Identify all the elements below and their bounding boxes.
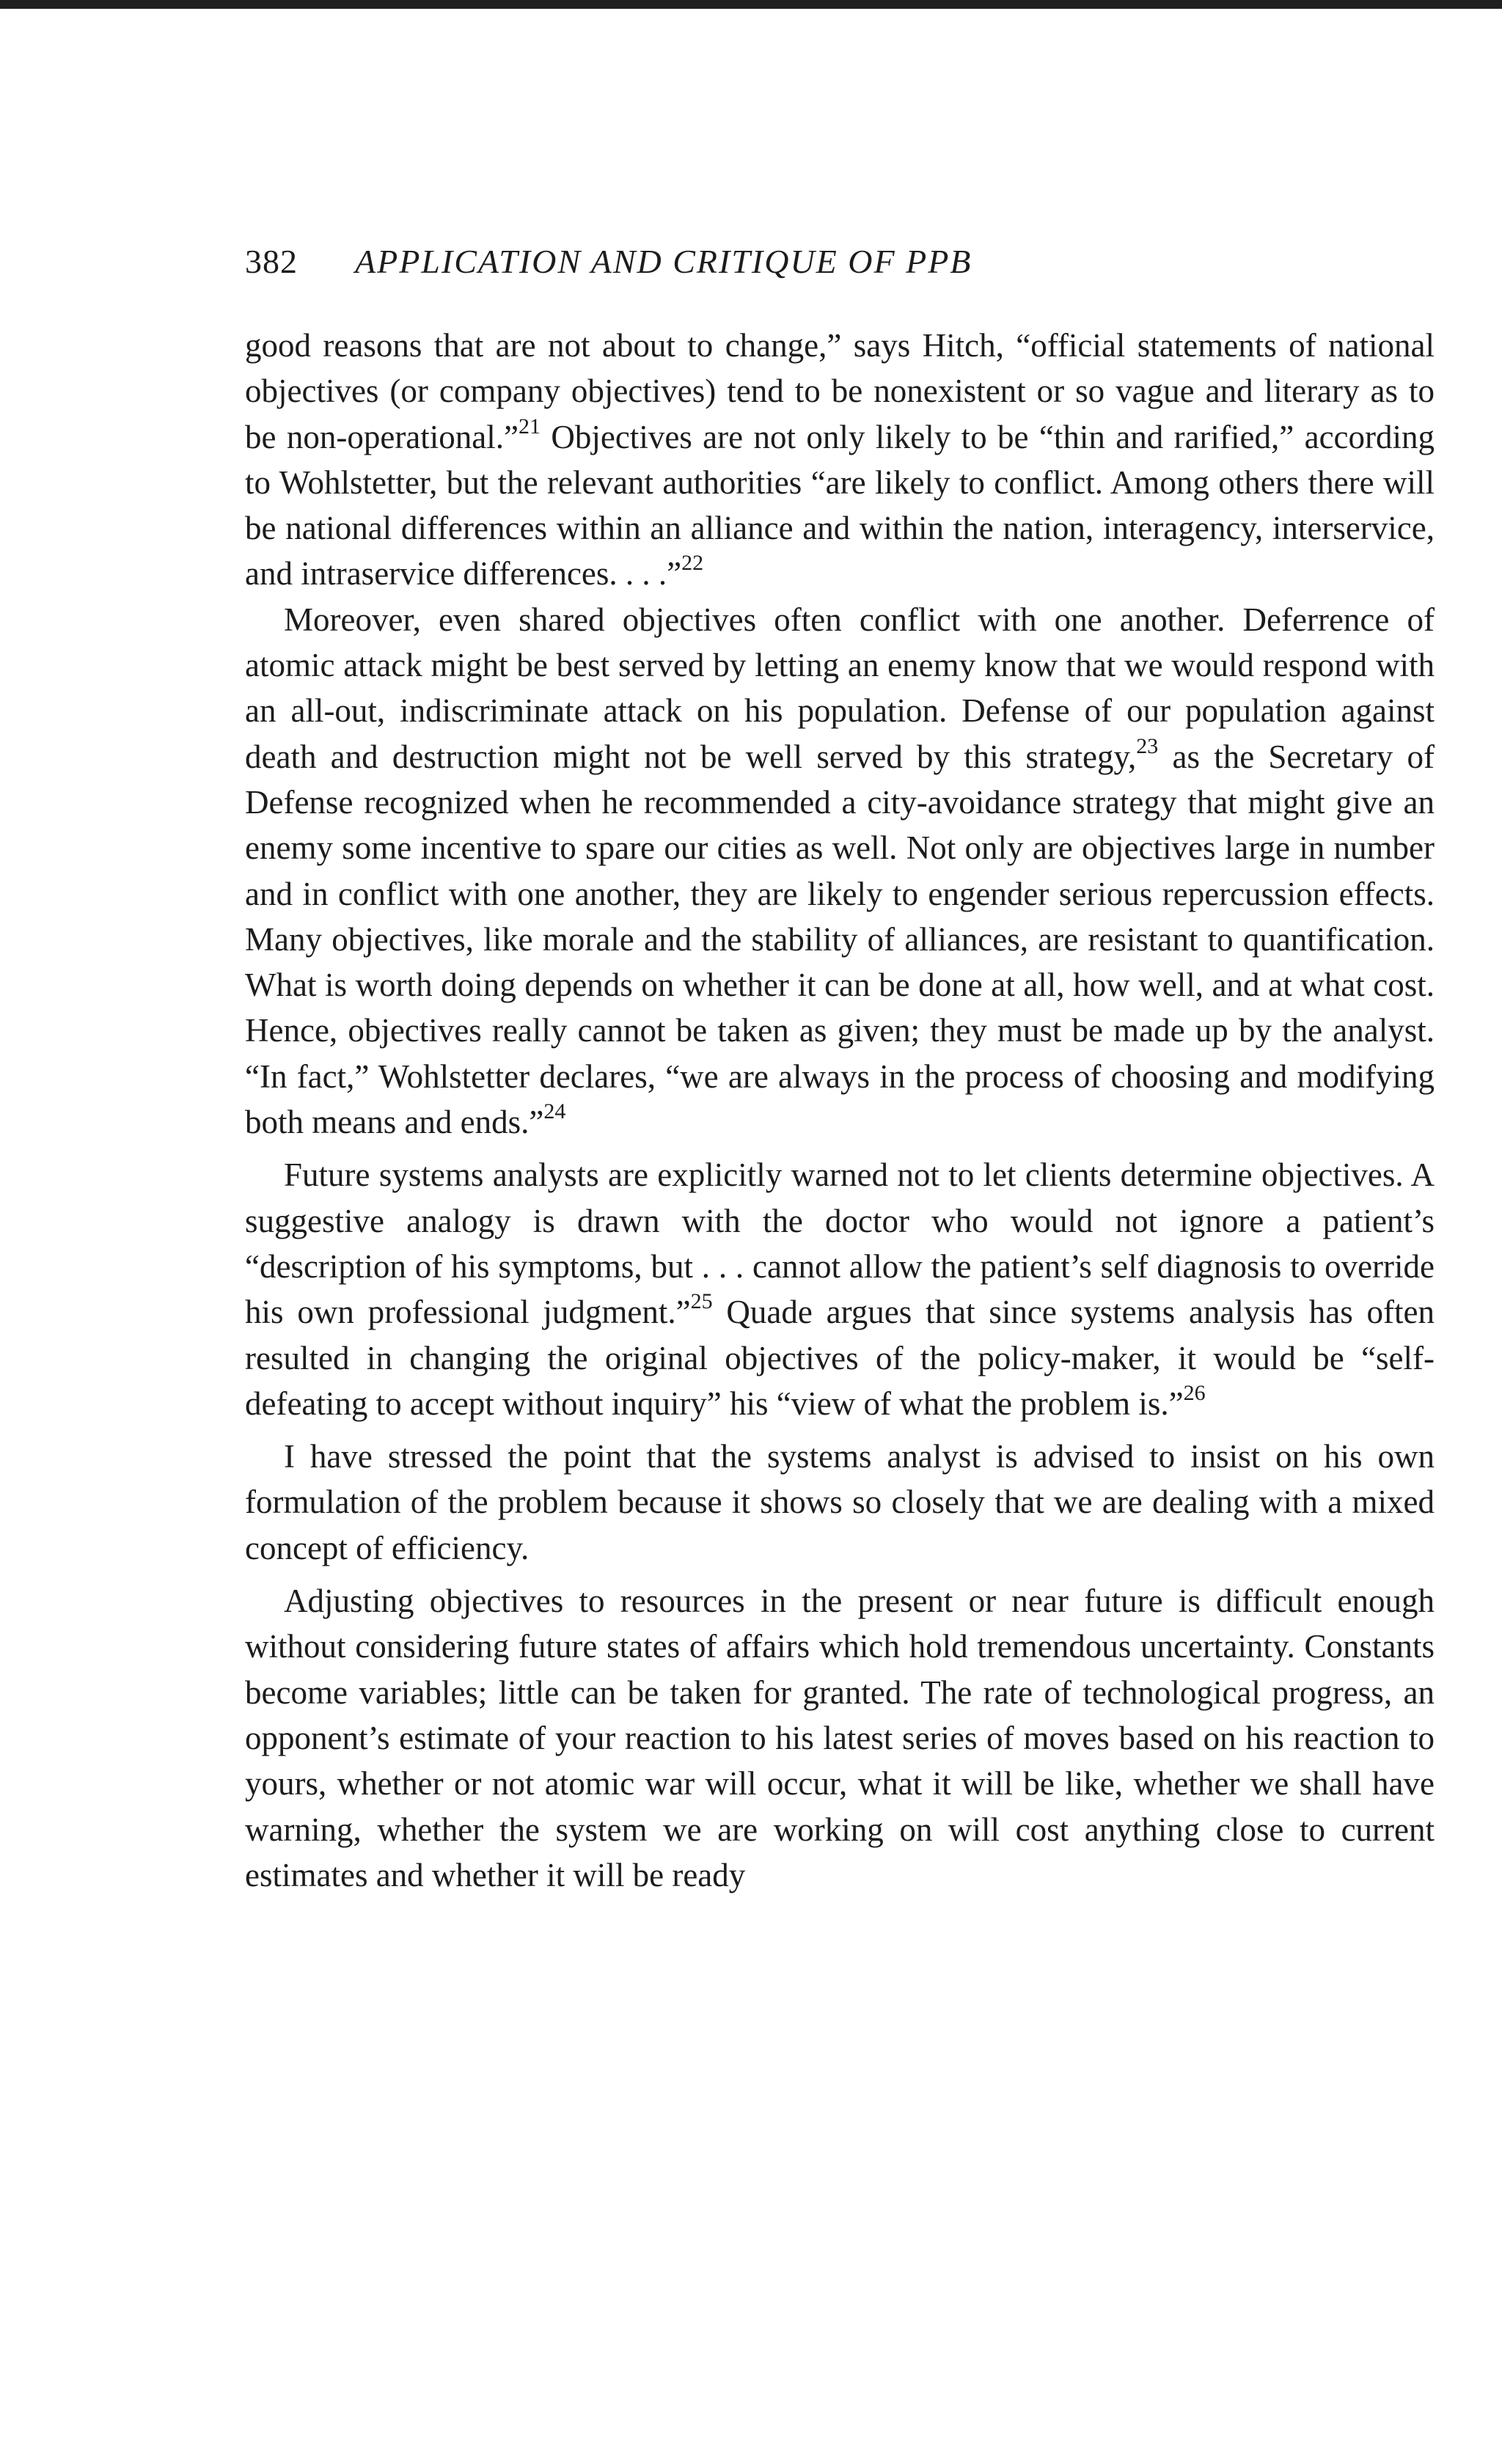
text-run: Future systems analysts are explicitly warned not to let clients determine objectives. A suggestive analogy is drawn with the doctor who would not ignore a patient’s “description of his symptoms, but . . . cannot allow the patient’s self diagnosis to override his own professional judgment.” (245, 1156, 1435, 1331)
text-run: as the Secretary of Defense recognized when he recommended a city-avoidance strategy that might give an enemy some incentive to spare our cities as well. Not only are objectives large in number and in conflict with one another, they are likely to engender serious repercussion effects. Many objectives, like morale and the stability of alliances, are resistant to quantification. What is worth doing depends on whether it can be done at all, how well, and at what cost. Hence, objectives really cannot be taken as given; they must be made up by the analyst. “In fact,” Wohlstetter declares, “we are always in the process of choosing and modifying both means and ends.” (245, 738, 1435, 1141)
text-run: Quade argues that since systems analysis has often resulted in changing the original objectives of the policy-maker, it would be “self-defeating to accept without inquiry” his “view of what the problem is.” (245, 1294, 1435, 1422)
text-run: Moreover, even shared objectives often conflict with one another. Deferrence of atomic attack might be best served by letting an enemy know that we would respond with an all-out, indiscriminate attack on his population. Defense of our population against death and destruction might not be well served by this strategy, (245, 601, 1435, 775)
scan-edge (0, 0, 1502, 9)
text-run: I have stressed the point that the systems analyst is advised to insist on his own formulation of the problem because it shows so closely that we are dealing with a mixed concept of efficiency. (245, 1438, 1435, 1566)
paragraph-5 (245, 1578, 1435, 1898)
paragraph-1 (245, 323, 1435, 597)
body-text (245, 323, 1435, 1898)
footnote-ref-25: 25 (690, 1289, 713, 1314)
footnote-ref-26: 26 (1183, 1380, 1206, 1405)
page-header (245, 233, 1433, 292)
footnote-ref-24: 24 (543, 1099, 566, 1124)
text-run: Adjusting objectives to resources in the present or near future is difficult enough without considering future states of affairs which hold tremendous uncertainty. Constants become variables; little can be taken for granted. The rate of technological progress, an opponent’s estimate of your reaction to his latest series of moves based on his reaction to yours, whether or not atomic war will occur, what it will be like, whether we shall have warning, whether the system we are working on will cost anything close to current estimates and whether it will be ready (245, 1583, 1435, 1893)
paragraph-4 (245, 1434, 1435, 1571)
footnote-ref-22: 22 (681, 551, 704, 576)
footnote-ref-21: 21 (518, 414, 541, 439)
text-run: good reasons that are not about to change,” says Hitch, “official statements of national objectives (or company objectives) tend to be nonexistent or so vague and literary as to be non-operational.” (245, 327, 1435, 455)
paragraph-3 (245, 1152, 1435, 1426)
running-head: APPLICATION AND CRITIQUE OF PPB (355, 243, 972, 280)
text-run: Objectives are not only likely to be “thin and rarified,” according to Wohlstetter, but the relevant authorities “are likely to conflict. Among others there will be national differences within an alliance and within the nation, interagency, interservice, and intraservice differences. . . .” (245, 418, 1435, 593)
footnote-ref-23: 23 (1136, 733, 1159, 758)
paragraph-2 (245, 597, 1435, 1145)
page-number: 382 (245, 243, 298, 280)
